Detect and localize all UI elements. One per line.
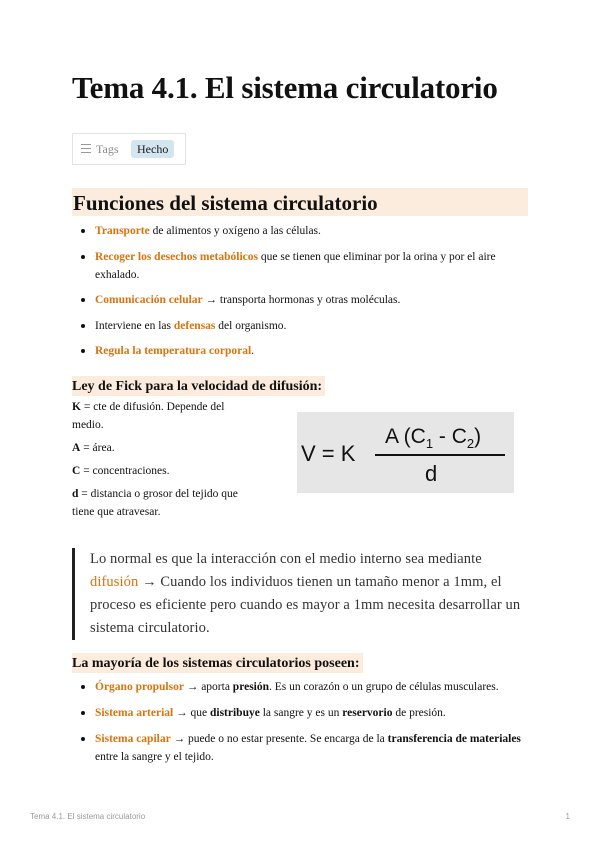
definition-d: d = distancia o grosor del tejido que tiene que atravesar. bbox=[72, 488, 238, 518]
formula-numerator: A $(C_1 - C_2)$ bbox=[385, 425, 482, 451]
section-heading-funciones: Funciones del sistema circulatorio bbox=[72, 188, 528, 216]
callout-quote: Lo normal es que la interacción con el medio interno sea mediante difusión → Cuando los individuos tienen un tamaño menor a 1mm, el proceso es eficiente pero cuando es mayor a 1mm necesita desarrollar un sistema circulatorio. bbox=[72, 548, 522, 640]
list-item: Sistema capilar → puede o no estar presente. Se encarga de la transferencia de materiales entre la sangre y el tejido. bbox=[72, 730, 528, 766]
list-item: Recoger los desechos metabólicos que se tienen que eliminar por la orina y por el aire exhalado. bbox=[72, 248, 528, 284]
page-title: Tema 4.1. El sistema circulatorio bbox=[72, 70, 498, 105]
fick-definitions bbox=[72, 398, 248, 526]
definition-c: C = concentraciones. bbox=[72, 465, 170, 477]
systems-heading: La mayoría de los sistemas circulatorios poseen: bbox=[72, 653, 363, 673]
list-icon bbox=[81, 144, 91, 154]
fick-formula-image bbox=[297, 412, 514, 493]
functions-list bbox=[72, 222, 528, 360]
list-item: Órgano propulsor → aporta presión. Es un corazón o un grupo de células musculares. bbox=[72, 678, 528, 696]
footer-title: Tema 4.1. El sistema circulatorio bbox=[30, 812, 146, 821]
tags-label: Tags bbox=[96, 142, 119, 156]
formula-lhs: V = K bbox=[301, 441, 356, 466]
list-item: Regula la temperatura corporal. bbox=[72, 342, 528, 360]
list-item: Transporte de alimentos y oxígeno a las células. bbox=[72, 222, 528, 240]
fick-heading: Ley de Fick para la velocidad de difusión: bbox=[72, 376, 325, 396]
page-number: 1 bbox=[565, 812, 570, 821]
list-item: Sistema arterial → que distribuye la sangre y es un reservorio de presión. bbox=[72, 704, 528, 722]
formula-denominator: d bbox=[425, 461, 438, 486]
fraction-bar bbox=[375, 454, 505, 456]
tag-chip-hecho[interactable]: Hecho bbox=[131, 140, 174, 158]
list-item: Interviene en las defensas del organismo. bbox=[72, 317, 528, 335]
systems-list bbox=[72, 678, 528, 766]
definition-a: A = área. bbox=[72, 442, 115, 454]
definition-k: K = cte de difusión. Depende del medio. bbox=[72, 401, 225, 431]
list-item: Comunicación celular → transporta hormonas y otras moléculas. bbox=[72, 291, 528, 309]
tags-property[interactable] bbox=[72, 133, 186, 165]
